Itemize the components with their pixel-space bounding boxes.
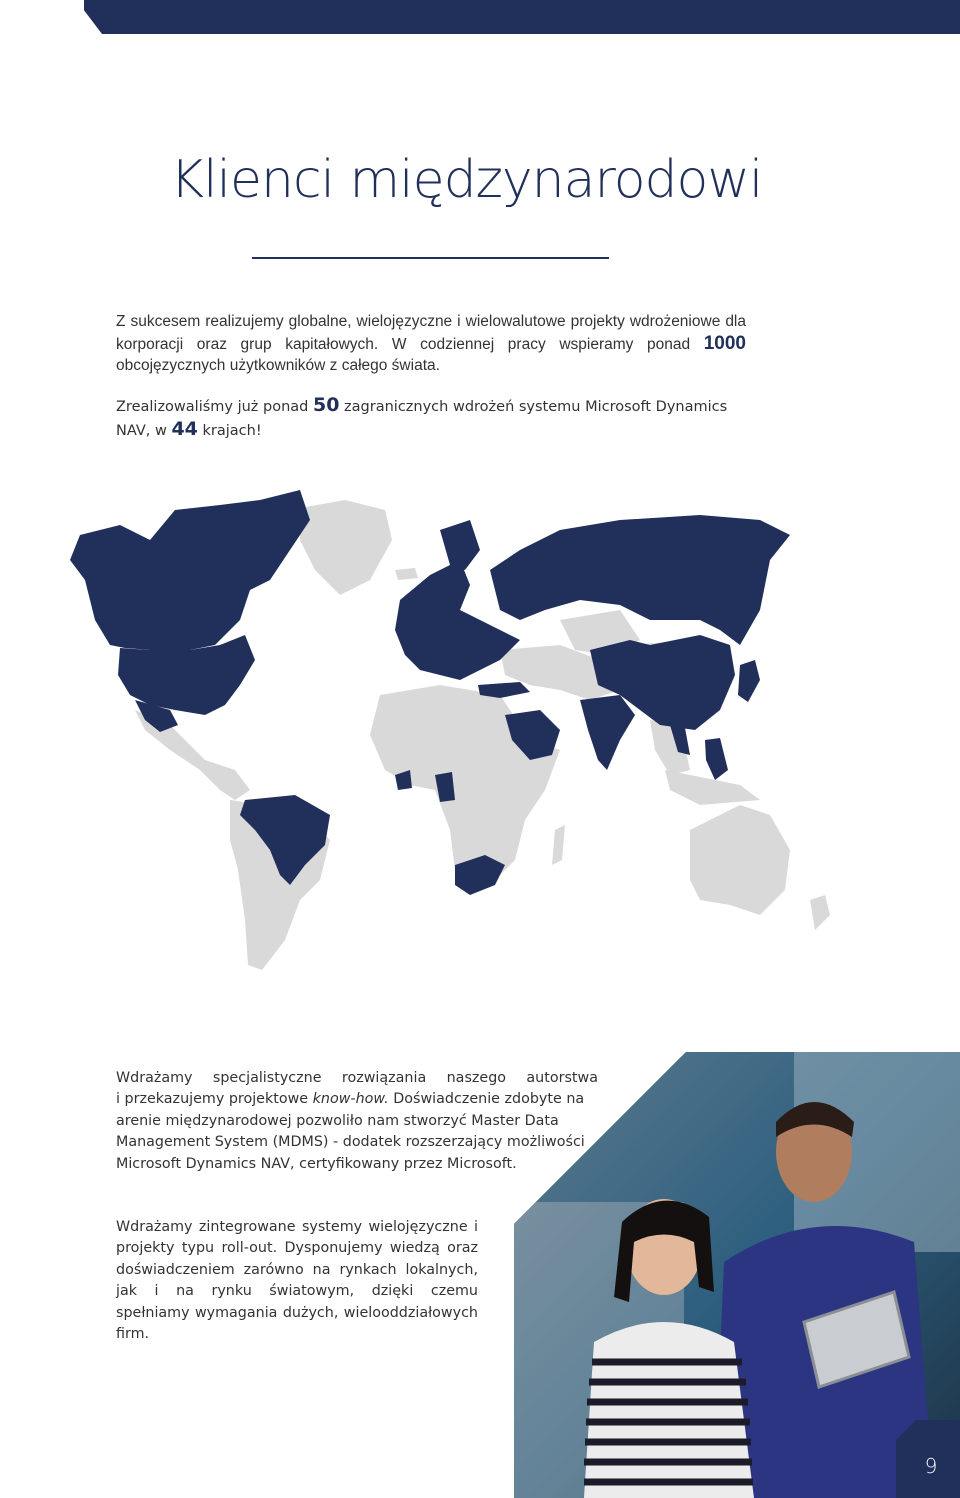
intro-paragraph: Z sukcesem realizujemy globalne, wielojęzyczne i wielowalutowe projekty wdrożeniowe dla korporacji oraz grup kapitałowych. W codziennej pracy wspieramy ponad 1000 obcojęzycznych użytkowników z całego świata. bbox=[116, 313, 746, 374]
page-number: 9 bbox=[924, 1454, 938, 1478]
solutions-paragraph: Wdrażamy specjalistyczne rozwiązania naszego autorstwa i przekazujemy projektowe know-how. Doświadczenie zdobyte na arenie międzynarodowej pozwoliło nam stworzyć Master Data Management System (MDMS) - dodatek rozszerzający możliwości Microsoft Dynamics NAV, certyfikowany przez Microsoft. bbox=[116, 1070, 598, 1172]
title-underline bbox=[252, 257, 609, 259]
world-map bbox=[0, 470, 960, 990]
users-count: 1000 bbox=[703, 332, 746, 354]
rollout-paragraph: Wdrażamy zintegrowane systemy wielojęzyczne i projekty typu roll-out. Dysponujemy wiedzą oraz doświadczeniem zarówno na rynkach lokalnych, jak i na rynku światowym, dzięki czemu spełniamy wymagania dużych, wielooddziałowych firm. bbox=[116, 1219, 478, 1343]
deployments-count: 50 bbox=[313, 394, 340, 416]
page-title: Klienci międzynarodowi bbox=[170, 150, 763, 210]
top-banner bbox=[84, 0, 960, 34]
know-how-term: know-how. bbox=[312, 1091, 389, 1108]
countries-count: 44 bbox=[171, 417, 198, 440]
deployments-paragraph: Zrealizowaliśmy już ponad 50 zagranicznych wdrożeń systemu Microsoft Dynamics NAV, w 44 krajach! bbox=[116, 394, 728, 440]
